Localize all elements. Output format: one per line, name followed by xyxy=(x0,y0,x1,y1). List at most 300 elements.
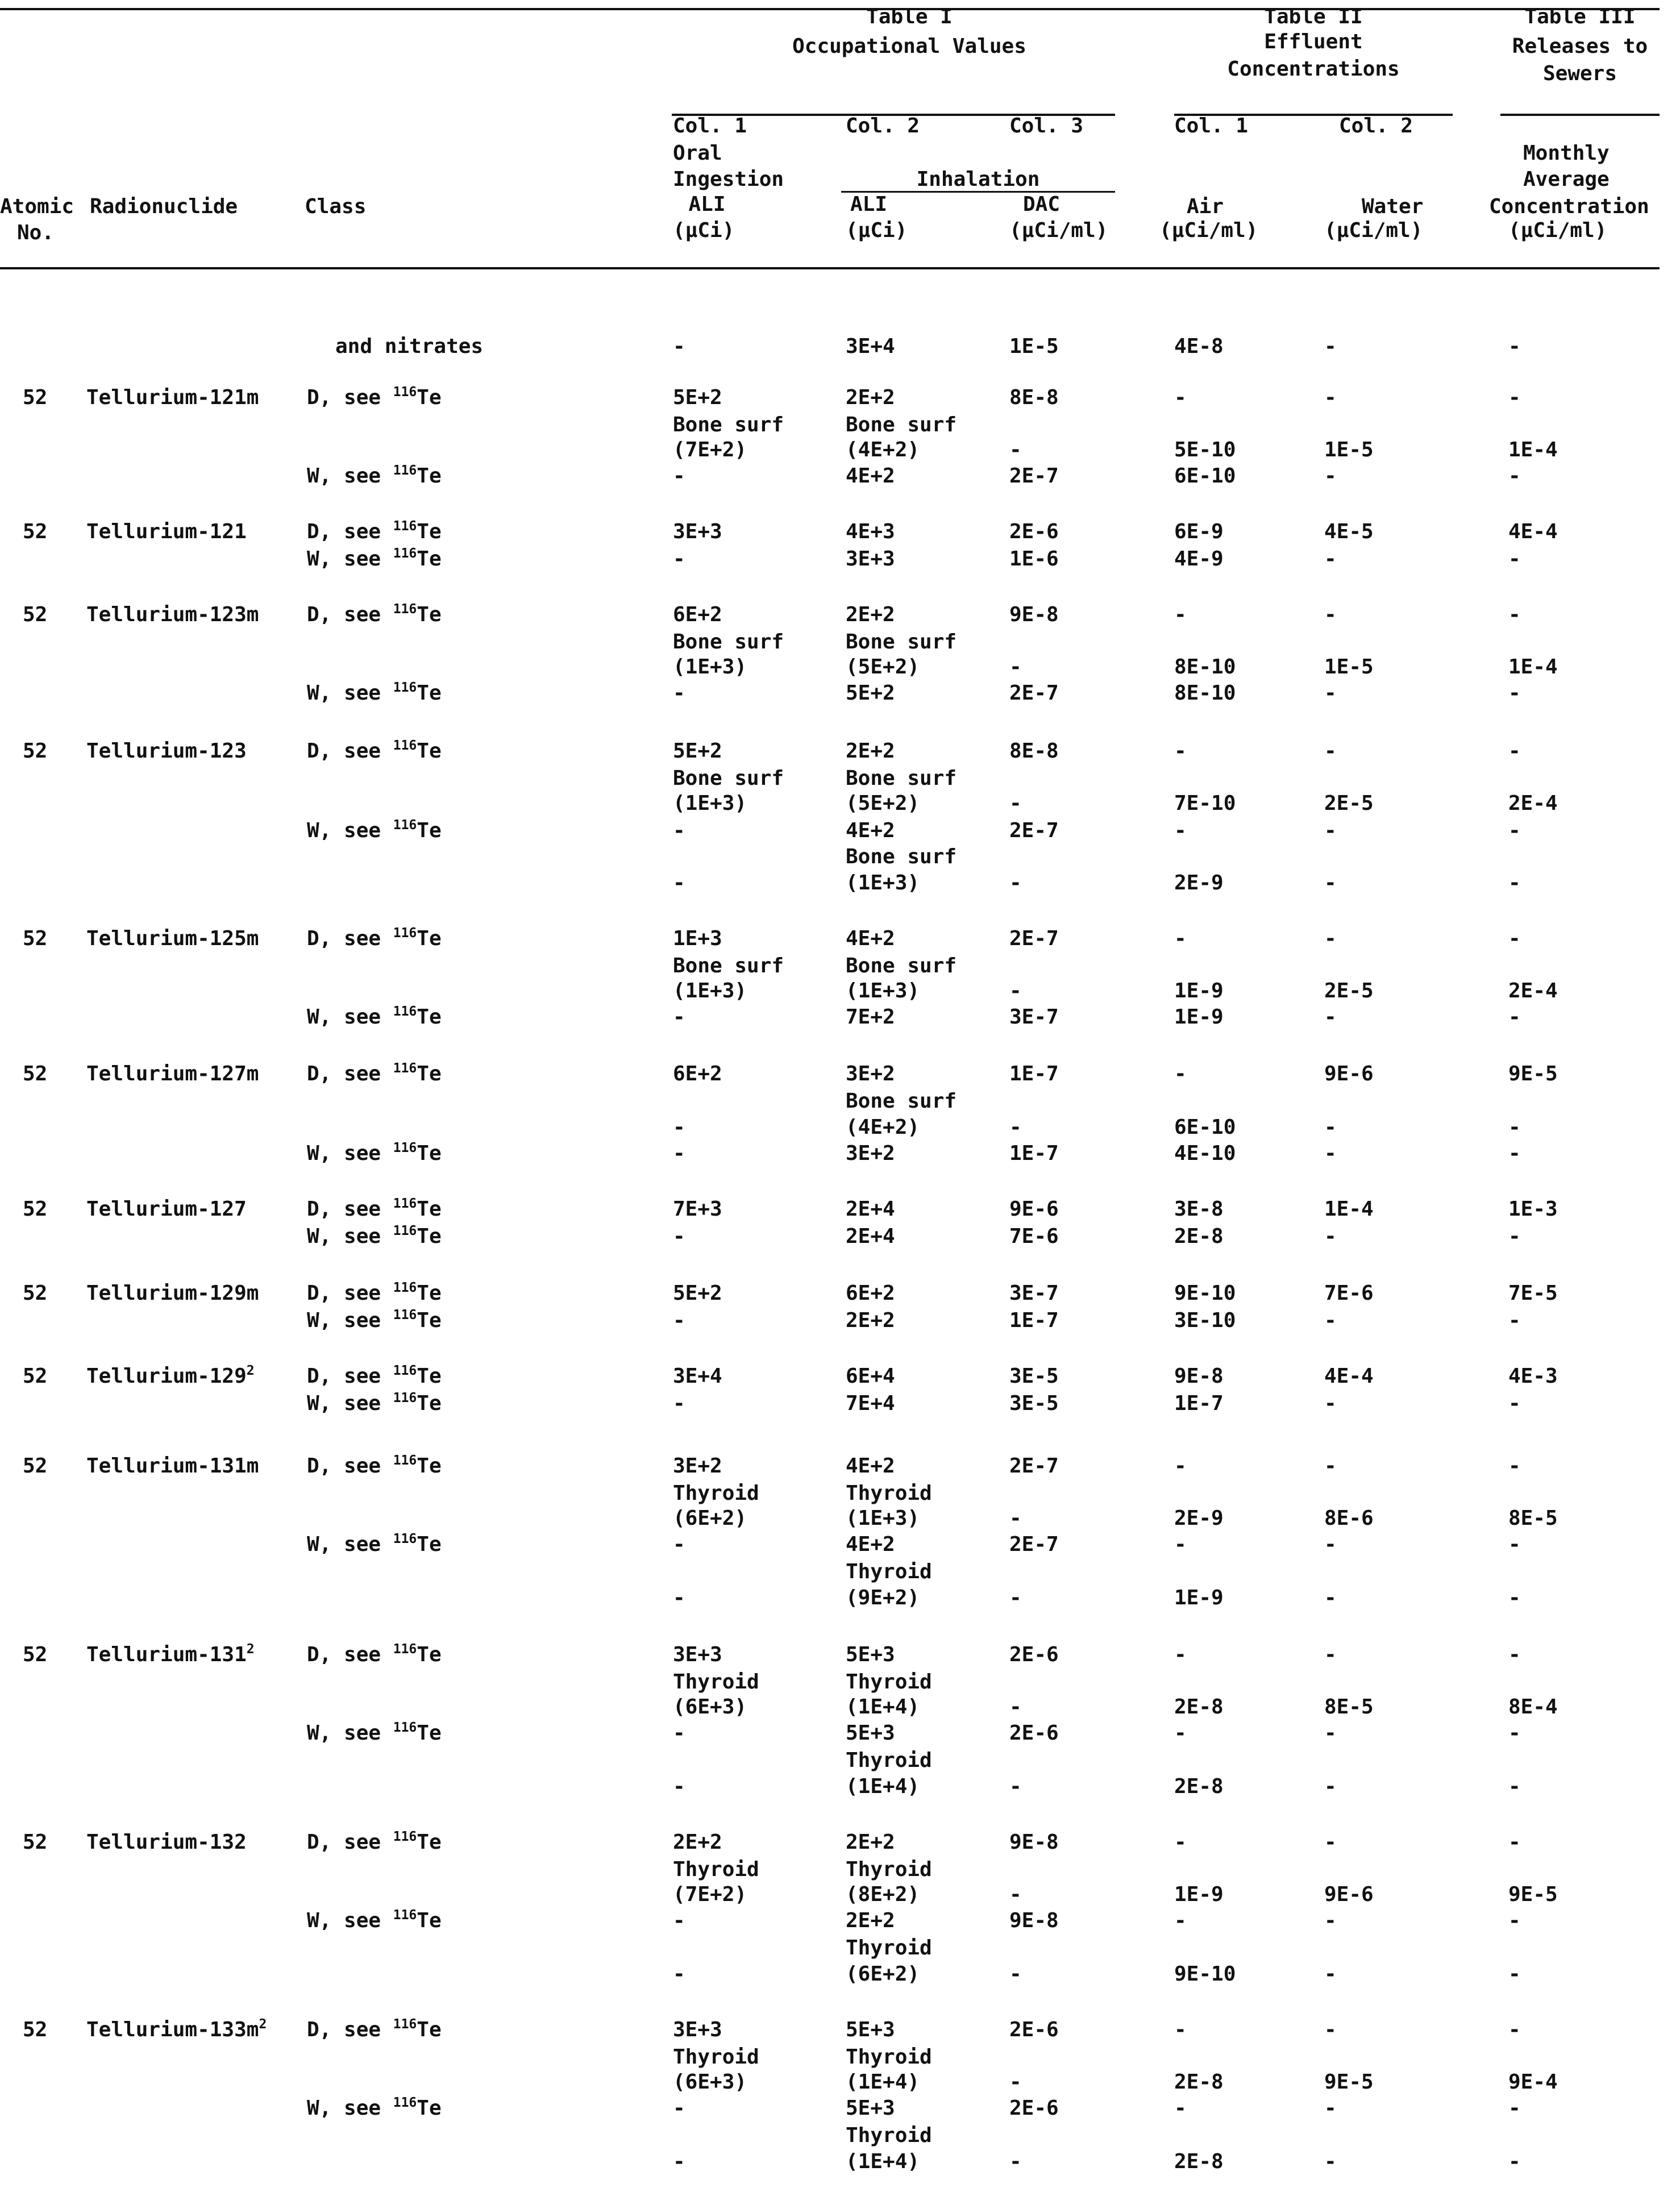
cell-value: 9E-5 xyxy=(1324,2070,1374,2094)
cell-value: (6E+3) xyxy=(673,2070,747,2094)
cell-value: - xyxy=(1324,1721,1337,1745)
cell-value: - xyxy=(1174,1643,1187,1666)
cell-value: 6E+2 xyxy=(846,1282,895,1305)
cell-value: - xyxy=(1324,1142,1337,1165)
cell-value: 1E+3 xyxy=(673,927,722,950)
cell-value: 5E+2 xyxy=(846,681,895,705)
cell-value: - xyxy=(1508,1454,1521,1478)
dac-label: DAC xyxy=(1023,193,1061,216)
atomic-label: Atomic xyxy=(0,195,74,218)
cell-value: 9E-5 xyxy=(1508,1062,1558,1085)
class-cell: W, see $^{116}$Te xyxy=(307,818,442,842)
radionuclide-name: Tellurium-123m xyxy=(86,603,259,626)
cell-value: - xyxy=(673,871,685,895)
cell-value: - xyxy=(1508,1225,1521,1248)
cell-value: - xyxy=(1174,2097,1187,2120)
cell-value: - xyxy=(1508,335,1521,358)
cell-value: 6E-10 xyxy=(1174,464,1236,488)
cell-value: 1E-7 xyxy=(1174,1392,1224,1415)
radionuclide-name: Tellurium-$129^2$ xyxy=(86,1363,255,1388)
cell-value: - xyxy=(1324,1909,1337,1932)
dac-unit: (µCi/ml) xyxy=(1009,219,1108,242)
cell-note: Bone surf xyxy=(673,630,784,654)
cell-value: 4E+2 xyxy=(846,1533,895,1556)
cell-value: - xyxy=(1508,2150,1521,2173)
cell-value: - xyxy=(1174,819,1187,842)
cell-note: Thyroid xyxy=(846,1560,932,1583)
cell-value: 2E-7 xyxy=(1009,1533,1059,1556)
monthly-label: Monthly xyxy=(1523,142,1610,165)
cell-value: - xyxy=(1009,1775,1022,1798)
oral-ali-label: ALI xyxy=(688,193,726,216)
cell-value: 8E-8 xyxy=(1009,739,1059,763)
cell-value: 9E-8 xyxy=(1174,1365,1224,1388)
cell-value: - xyxy=(1009,1507,1022,1530)
cell-value: 3E-5 xyxy=(1009,1392,1059,1415)
cell-value: 7E-6 xyxy=(1324,1282,1374,1305)
cell-value: - xyxy=(1174,2018,1187,2041)
table3-subtitle-2: Sewers xyxy=(1542,62,1617,85)
concentration-label: Concentration xyxy=(1489,195,1649,218)
atomic-number: 52 xyxy=(23,1062,48,1085)
cell-value: (7E+2) xyxy=(673,1883,747,1906)
cell-value: 1E-9 xyxy=(1174,1883,1224,1906)
cell-value: 1E-7 xyxy=(1009,1309,1059,1332)
cell-value: 2E-6 xyxy=(1009,2018,1059,2041)
cell-value: - xyxy=(673,819,685,842)
cell-value: 4E-9 xyxy=(1174,547,1224,571)
cell-value: 8E-4 xyxy=(1508,1695,1558,1719)
cell-value: - xyxy=(1508,819,1521,842)
cell-value: 2E+2 xyxy=(846,1831,895,1854)
cell-value: 2E+2 xyxy=(846,386,895,409)
cell-value: - xyxy=(1508,2097,1521,2120)
cell-value: - xyxy=(1324,1643,1337,1666)
cell-value: 1E-7 xyxy=(1009,1142,1059,1165)
t2-col2-label: Col. 2 xyxy=(1339,114,1413,138)
class-cell: W, see $^{116}$Te xyxy=(307,1224,442,1248)
cell-value: 2E-9 xyxy=(1174,1507,1224,1530)
cell-note: Bone surf xyxy=(846,954,957,977)
atomic-number: 52 xyxy=(23,1282,48,1305)
class-cell: D, see $^{116}$Te xyxy=(307,1829,442,1854)
table3-title: Table III xyxy=(1524,5,1636,28)
radionuclide-name: Tellurium-121 xyxy=(86,520,247,543)
cell-value: (1E+4) xyxy=(846,1775,920,1798)
class-cell: D, see $^{116}$Te xyxy=(307,1642,442,1666)
cell-value: - xyxy=(1324,2018,1337,2041)
cell-value: 4E-10 xyxy=(1174,1142,1236,1165)
cell-value: 6E-9 xyxy=(1174,520,1224,543)
cell-note: Bone surf xyxy=(846,767,957,790)
cell-value: - xyxy=(1174,386,1187,409)
cell-value: - xyxy=(1324,871,1337,895)
class-cell: D, see $^{116}$Te xyxy=(307,926,442,950)
cell-value: 2E+4 xyxy=(846,1225,895,1248)
cell-value: 2E-7 xyxy=(1009,1454,1059,1478)
cell-value: - xyxy=(1009,1962,1022,1986)
cell-note: Bone surf xyxy=(673,767,784,790)
cell-value: - xyxy=(1508,739,1521,763)
t1-col1-label: Col. 1 xyxy=(673,114,747,138)
cell-value: 9E-6 xyxy=(1324,1883,1374,1906)
class-cell: W, see $^{116}$Te xyxy=(307,680,442,705)
cell-value: 8E-10 xyxy=(1174,655,1236,679)
cell-value: 2E-8 xyxy=(1174,1225,1224,1248)
cell-value: - xyxy=(1324,1309,1337,1332)
class-cell: W, see $^{116}$Te xyxy=(307,2095,442,2120)
cell-value: (7E+2) xyxy=(673,438,747,461)
class-cell: D, see $^{116}$Te xyxy=(307,738,442,763)
cell-note: Thyroid xyxy=(673,1858,759,1881)
radionuclide-name: Tellurium-$133m^2$ xyxy=(86,2017,267,2041)
cell-value: - xyxy=(1508,464,1521,488)
cell-value: 1E-4 xyxy=(1508,655,1558,679)
cell-value: 4E-8 xyxy=(1174,335,1224,358)
cell-value: - xyxy=(1009,1883,1022,1906)
table1-title: Table I xyxy=(866,5,953,28)
cell-value: - xyxy=(1508,1309,1521,1332)
cell-note: Thyroid xyxy=(846,1936,932,1960)
atomic-number: 52 xyxy=(23,520,48,543)
atomic-number: 52 xyxy=(23,927,48,950)
oral-ali-unit: (µCi) xyxy=(673,219,735,242)
cell-value: 5E+2 xyxy=(673,386,722,409)
water-label: Water xyxy=(1362,195,1424,218)
cell-value: (1E+3) xyxy=(673,655,747,679)
cell-value: - xyxy=(673,1309,685,1332)
cell-value: - xyxy=(1508,1721,1521,1745)
inhalation-label: Inhalation xyxy=(916,168,1040,191)
cell-value: - xyxy=(1009,655,1022,679)
cell-value: - xyxy=(673,1721,685,1745)
cell-value: - xyxy=(673,335,685,358)
cell-value: - xyxy=(1508,1586,1521,1609)
cell-value: 2E-7 xyxy=(1009,819,1059,842)
cell-value: (1E+3) xyxy=(846,1507,920,1530)
inh-ali-label: ALI xyxy=(850,193,888,216)
cell-value: - xyxy=(673,1392,685,1415)
cell-value: 6E+4 xyxy=(846,1365,895,1388)
cell-value: 3E+4 xyxy=(846,335,895,358)
cell-value: 3E-10 xyxy=(1174,1309,1236,1332)
atomic-number: 52 xyxy=(23,386,48,409)
atomic-no-label: No. xyxy=(17,221,55,244)
atomic-number: 52 xyxy=(23,1643,48,1666)
cell-note: Thyroid xyxy=(846,1749,932,1772)
cell-value: 2E-7 xyxy=(1009,464,1059,488)
radionuclide-name: Tellurium-125m xyxy=(86,927,259,950)
atomic-number: 52 xyxy=(23,1454,48,1478)
cell-value: 2E-5 xyxy=(1324,792,1374,815)
cell-note: Thyroid xyxy=(673,1482,759,1505)
cell-value: - xyxy=(1508,681,1521,705)
cell-note: Thyroid xyxy=(673,2045,759,2069)
cell-value: 6E-10 xyxy=(1174,1116,1236,1139)
cell-value: - xyxy=(1324,1775,1337,1798)
cell-value: 8E-6 xyxy=(1324,1507,1374,1530)
class-cell: W, see $^{116}$Te xyxy=(307,1391,442,1415)
cell-value: - xyxy=(1009,979,1022,1003)
cell-value: - xyxy=(1324,819,1337,842)
header-bottom-rule xyxy=(0,267,1660,269)
cell-value: - xyxy=(1324,603,1337,626)
radionuclide-name: Tellurium-$131^2$ xyxy=(86,1642,255,1666)
inh-ali-unit: (µCi) xyxy=(846,219,908,242)
cell-value: 2E-6 xyxy=(1009,520,1059,543)
cell-value: 1E-9 xyxy=(1174,1005,1224,1029)
cell-value: - xyxy=(673,1962,685,1986)
cell-value: 5E+3 xyxy=(846,1721,895,1745)
cell-value: - xyxy=(1324,681,1337,705)
class-cell: and nitrates xyxy=(335,335,484,358)
table2-subtitle-1: Effluent xyxy=(1264,30,1363,53)
radionuclide-name: Tellurium-127m xyxy=(86,1062,259,1085)
cell-value: 4E+2 xyxy=(846,1454,895,1478)
cell-value: 4E-3 xyxy=(1508,1365,1558,1388)
class-cell: D, see $^{116}$Te xyxy=(307,1363,442,1388)
water-unit: (µCi/ml) xyxy=(1324,219,1423,242)
class-cell: W, see $^{116}$Te xyxy=(307,1141,442,1165)
class-cell: D, see $^{116}$Te xyxy=(307,1061,442,1085)
cell-value: - xyxy=(1174,1062,1187,1085)
cell-value: - xyxy=(1324,386,1337,409)
class-cell: W, see $^{116}$Te xyxy=(307,463,442,488)
cell-value: - xyxy=(1324,1392,1337,1415)
table2-title: Table II xyxy=(1264,5,1363,28)
cell-value: - xyxy=(1174,1721,1187,1745)
cell-value: 2E-8 xyxy=(1174,2150,1224,2173)
cell-value: - xyxy=(1009,1695,1022,1719)
cell-value: (1E+4) xyxy=(846,1695,920,1719)
cell-value: 2E-9 xyxy=(1174,871,1224,895)
radionuclide-name: Tellurium-127 xyxy=(86,1197,247,1221)
cell-value: 3E+3 xyxy=(846,547,895,571)
cell-value: 3E-5 xyxy=(1009,1365,1059,1388)
cell-value: - xyxy=(1508,386,1521,409)
table3-subtitle-1: Releases to xyxy=(1512,35,1648,58)
cell-value: - xyxy=(1324,927,1337,950)
cell-note: Thyroid xyxy=(673,1670,759,1694)
cell-value: - xyxy=(1508,1831,1521,1854)
table3-col-rule xyxy=(1500,114,1660,116)
oral-label: Oral xyxy=(673,142,722,165)
class-cell: W, see $^{116}$Te xyxy=(307,1908,442,1932)
cell-value: - xyxy=(1508,871,1521,895)
radionuclide-name: Tellurium-131m xyxy=(86,1454,259,1478)
cell-value: 5E-10 xyxy=(1174,438,1236,461)
class-cell: W, see $^{116}$Te xyxy=(307,1308,442,1332)
cell-value: 8E-5 xyxy=(1508,1507,1558,1530)
cell-value: - xyxy=(673,1775,685,1798)
cell-value: 5E+3 xyxy=(846,1643,895,1666)
class-cell: D, see $^{116}$Te xyxy=(307,385,442,409)
cell-value: 6E+2 xyxy=(673,1062,722,1085)
cell-value: 5E+2 xyxy=(673,1282,722,1305)
cell-value: 1E-5 xyxy=(1324,655,1374,679)
cell-value: - xyxy=(1174,1533,1187,1556)
cell-value: (8E+2) xyxy=(846,1883,920,1906)
cell-value: 3E+3 xyxy=(673,1643,722,1666)
cell-value: 2E-6 xyxy=(1009,1643,1059,1666)
cell-value: - xyxy=(673,547,685,571)
cell-value: 3E+2 xyxy=(673,1454,722,1478)
cell-value: - xyxy=(673,1533,685,1556)
cell-value: - xyxy=(1174,927,1187,950)
atomic-number: 52 xyxy=(23,1831,48,1854)
cell-value: - xyxy=(1508,1643,1521,1666)
cell-note: Bone surf xyxy=(846,630,957,654)
cell-value: 1E-9 xyxy=(1174,979,1224,1003)
cell-value: 7E+3 xyxy=(673,1197,722,1221)
atomic-number: 52 xyxy=(23,739,48,763)
t1-col2-label: Col. 2 xyxy=(846,114,920,138)
cell-value: 9E-10 xyxy=(1174,1962,1236,1986)
sewer-unit: (µCi/ml) xyxy=(1508,219,1607,242)
cell-value: 1E-4 xyxy=(1324,1197,1374,1221)
cell-value: - xyxy=(1324,1225,1337,1248)
cell-value: 1E-7 xyxy=(1009,1062,1059,1085)
cell-value: - xyxy=(673,1586,685,1609)
cell-value: - xyxy=(1508,1392,1521,1415)
radionuclide-label: Radionuclide xyxy=(90,195,238,218)
cell-value: - xyxy=(1324,547,1337,571)
cell-value: 5E+2 xyxy=(673,739,722,763)
cell-value: (6E+2) xyxy=(846,1962,920,1986)
cell-value: 2E-5 xyxy=(1324,979,1374,1003)
radionuclide-name: Tellurium-132 xyxy=(86,1831,247,1854)
cell-value: - xyxy=(1508,1775,1521,1798)
cell-value: - xyxy=(673,1142,685,1165)
class-cell: W, see $^{116}$Te xyxy=(307,1004,442,1029)
cell-value: 9E-4 xyxy=(1508,2070,1558,2094)
class-cell: D, see $^{116}$Te xyxy=(307,602,442,626)
cell-value: - xyxy=(1009,438,1022,461)
cell-value: (4E+2) xyxy=(846,1116,920,1139)
cell-value: (6E+3) xyxy=(673,1695,747,1719)
cell-value: 8E-5 xyxy=(1324,1695,1374,1719)
cell-value: - xyxy=(1508,2018,1521,2041)
class-cell: W, see $^{116}$Te xyxy=(307,1720,442,1745)
cell-value: 9E-8 xyxy=(1009,1909,1059,1932)
radionuclide-name: Tellurium-121m xyxy=(86,386,259,409)
cell-value: 7E-5 xyxy=(1508,1282,1558,1305)
atomic-number: 52 xyxy=(23,1365,48,1388)
cell-value: - xyxy=(1324,1005,1337,1029)
cell-value: 1E-5 xyxy=(1009,335,1059,358)
air-label: Air xyxy=(1187,195,1224,218)
cell-note: Thyroid xyxy=(846,1858,932,1881)
cell-value: 4E-4 xyxy=(1324,1365,1374,1388)
cell-value: - xyxy=(673,1005,685,1029)
cell-value: 1E-9 xyxy=(1174,1586,1224,1609)
cell-value: 8E-8 xyxy=(1009,386,1059,409)
cell-value: - xyxy=(1324,1586,1337,1609)
class-cell: W, see $^{116}$Te xyxy=(307,546,442,571)
cell-value: - xyxy=(1324,739,1337,763)
cell-note: Bone surf xyxy=(673,954,784,977)
cell-value: 7E-6 xyxy=(1009,1225,1059,1248)
table2-subtitle-2: Concentrations xyxy=(1227,57,1400,81)
cell-value: - xyxy=(1508,1533,1521,1556)
table1-subtitle: Occupational Values xyxy=(792,35,1026,58)
cell-value: 2E+2 xyxy=(846,1309,895,1332)
class-label: Class xyxy=(305,195,367,218)
cell-value: - xyxy=(1324,464,1337,488)
air-unit: (µCi/ml) xyxy=(1159,219,1258,242)
cell-note: Thyroid xyxy=(846,2124,932,2147)
cell-value: - xyxy=(673,681,685,705)
cell-value: - xyxy=(673,1225,685,1248)
cell-value: - xyxy=(1508,1909,1521,1932)
cell-value: 3E+3 xyxy=(673,520,722,543)
class-cell: W, see $^{116}$Te xyxy=(307,1532,442,1556)
cell-value: 2E-6 xyxy=(1009,1721,1059,1745)
cell-value: 4E+3 xyxy=(846,520,895,543)
cell-value: - xyxy=(1324,1831,1337,1854)
cell-value: - xyxy=(1009,2070,1022,2094)
atomic-number: 52 xyxy=(23,2018,48,2041)
atomic-number: 52 xyxy=(23,603,48,626)
cell-value: 2E-4 xyxy=(1508,792,1558,815)
cell-value: (1E+4) xyxy=(846,2150,920,2173)
cell-value: (1E+3) xyxy=(673,792,747,815)
cell-value: 9E-6 xyxy=(1009,1197,1059,1221)
cell-value: - xyxy=(1324,1454,1337,1478)
cell-note: Bone surf xyxy=(673,413,784,436)
cell-value: - xyxy=(673,1909,685,1932)
class-cell: D, see $^{116}$Te xyxy=(307,1453,442,1478)
cell-value: - xyxy=(1009,1586,1022,1609)
cell-value: (1E+3) xyxy=(846,979,920,1003)
cell-value: - xyxy=(1174,1454,1187,1478)
cell-value: (1E+3) xyxy=(846,871,920,895)
cell-value: - xyxy=(1508,1005,1521,1029)
cell-value: - xyxy=(1324,1116,1337,1139)
cell-value: 8E-10 xyxy=(1174,681,1236,705)
cell-value: 4E+2 xyxy=(846,819,895,842)
cell-value: 7E+2 xyxy=(846,1005,895,1029)
cell-note: Bone surf xyxy=(846,413,957,436)
cell-value: - xyxy=(1508,603,1521,626)
cell-value: 2E+2 xyxy=(673,1831,722,1854)
cell-value: (5E+2) xyxy=(846,655,920,679)
cell-value: 2E+2 xyxy=(846,603,895,626)
cell-value: 7E-10 xyxy=(1174,792,1236,815)
cell-value: - xyxy=(1324,1533,1337,1556)
cell-note: Thyroid xyxy=(846,1482,932,1505)
cell-value: 4E+2 xyxy=(846,927,895,950)
cell-value: - xyxy=(1174,739,1187,763)
cell-value: 4E-5 xyxy=(1324,520,1374,543)
cell-value: (5E+2) xyxy=(846,792,920,815)
class-cell: D, see $^{116}$Te xyxy=(307,2017,442,2041)
cell-value: 2E-6 xyxy=(1009,2097,1059,2120)
cell-value: - xyxy=(1324,2150,1337,2173)
cell-value: 3E-8 xyxy=(1174,1197,1224,1221)
cell-value: (1E+3) xyxy=(673,979,747,1003)
class-cell: D, see $^{116}$Te xyxy=(307,1196,442,1221)
cell-value: 9E-10 xyxy=(1174,1282,1236,1305)
cell-value: - xyxy=(673,464,685,488)
cell-value: 1E-3 xyxy=(1508,1197,1558,1221)
radionuclide-name: Tellurium-123 xyxy=(86,739,247,763)
class-cell: D, see $^{116}$Te xyxy=(307,1280,442,1305)
cell-value: - xyxy=(1508,1116,1521,1139)
t1-col3-label: Col. 3 xyxy=(1009,114,1084,138)
cell-value: - xyxy=(1174,603,1187,626)
cell-note: Bone surf xyxy=(846,1089,957,1113)
